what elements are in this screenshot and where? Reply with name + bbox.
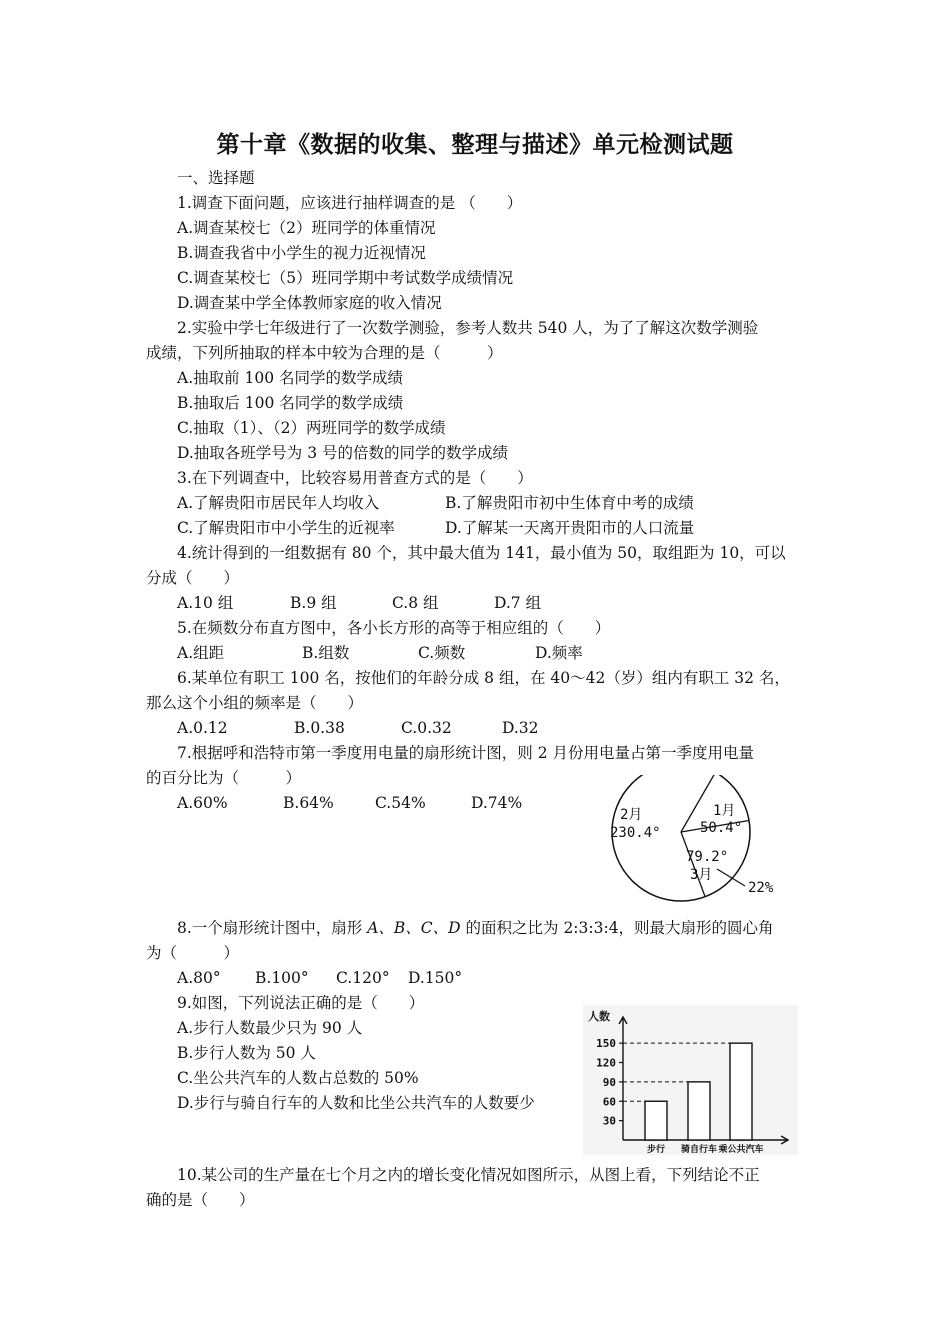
pie-annotation-line — [717, 869, 745, 886]
q8-stem-line2: 为（ ） — [146, 944, 240, 962]
q6-option-d: D.32 — [502, 719, 539, 737]
bar-category-label: 步行 — [646, 1145, 666, 1155]
bar — [730, 1043, 752, 1140]
pie-slice-degree-label: 50.4° — [700, 820, 743, 836]
q1-option-c: C.调查某校七（5）班同学期中考试数学成绩情况 — [177, 269, 514, 287]
pie-slice-name: 2月 — [620, 807, 643, 823]
q5-option-c: C.频数 — [418, 644, 466, 662]
bar-category-label: 骑自行车 — [680, 1145, 718, 1155]
q8-option-a: A.80° — [177, 969, 221, 987]
bar-y-tick-label: 90 — [602, 1075, 616, 1089]
q2-stem-line1: 2.实验中学七年级进行了一次数学测验，参考人数共 540 人，为了了解这次数学测验 — [177, 319, 759, 337]
q7-stem-line1: 7.根据呼和浩特市第一季度用电量的扇形统计图，则 2 月份用电量占第一季度用电量 — [177, 744, 755, 762]
q3-stem: 3.在下列调查中，比较容易用普查方式的是（ ） — [177, 469, 533, 487]
pie-slice-degree-label: 79.2° — [686, 849, 729, 865]
pie-slice-degree-label: 230.4° — [610, 825, 661, 841]
q8-stem-part1: 8.一个扇形统计图中，扇形 — [177, 919, 368, 937]
q6-stem-line2: 那么这个小组的频率是（ ） — [146, 694, 364, 712]
q7-option-b: B.64% — [283, 794, 334, 812]
q2-option-c: C.抽取（1）、（2）两班同学的数学成绩 — [177, 419, 446, 437]
q4-option-c: C.8 组 — [392, 594, 439, 612]
q3-option-a: A.了解贵阳市居民年人均收入 — [177, 494, 380, 512]
bar — [688, 1082, 710, 1140]
bar-y-tick-label: 120 — [596, 1056, 616, 1070]
bar-chart-ylabel: 人数 — [588, 1010, 610, 1023]
q9-option-d: D.步行与骑自行车的人数和比坐公共汽车的人数要少 — [177, 1094, 535, 1112]
q4-stem-line1: 4.统计得到的一组数据有 80 个，其中最大值为 141，最小值为 50，取组距为 10，可以 — [177, 544, 786, 562]
q8-stem-line1 — [177, 918, 774, 938]
q9-stem: 9.如图，下列说法正确的是（ ） — [177, 994, 425, 1012]
bar-y-tick-label: 150 — [596, 1037, 616, 1051]
q3-option-b: B.了解贵阳市初中生体育中考的成绩 — [445, 494, 694, 512]
q3-option-d: D.了解某一天离开贵阳市的人口流量 — [445, 519, 695, 537]
q4-option-d: D.7 组 — [494, 594, 542, 612]
q6-option-a: A.0.12 — [177, 719, 228, 737]
q9-option-a: A.步行人数最少只为 90 人 — [177, 1019, 363, 1037]
q6-option-c: C.0.32 — [401, 719, 452, 737]
pie-slice-name: 3月 — [690, 867, 713, 883]
section-heading: 一、选择题 — [177, 169, 255, 187]
q4-option-b: B.9 组 — [290, 594, 337, 612]
page-title: 第十章《数据的收集、整理与描述》单元检测试题 — [216, 132, 734, 158]
bar-y-tick-label: 30 — [602, 1114, 616, 1128]
q5-option-a: A.组距 — [177, 644, 225, 662]
q1-option-d: D.调查某中学全体教师家庭的收入情况 — [177, 294, 442, 312]
q5-stem: 5.在频数分布直方图中，各小长方形的高等于相应组的（ ） — [177, 619, 611, 637]
q6-option-b: B.0.38 — [294, 719, 345, 737]
q8-option-c: C.120° — [336, 969, 390, 987]
q2-option-b: B.抽取后 100 名同学的数学成绩 — [177, 394, 404, 412]
q9-option-c: C.坐公共汽车的人数占总数的 50% — [177, 1069, 419, 1087]
q7-option-a: A.60% — [177, 794, 228, 812]
pie-slice-name: 1月 — [713, 803, 736, 819]
pie-annotation-label: 22% — [748, 880, 774, 896]
bar — [645, 1101, 667, 1140]
q2-option-a: A.抽取前 100 名同学的数学成绩 — [177, 369, 404, 387]
q5-option-d: D.频率 — [535, 644, 583, 662]
q7-stem-line2: 的百分比为（ ） — [146, 769, 302, 787]
q3-option-c: C.了解贵阳市中小学生的近视率 — [177, 519, 395, 537]
q4-option-a: A.10 组 — [177, 594, 234, 612]
q8-option-b: B.100° — [255, 969, 309, 987]
q5-option-b: B.组数 — [302, 644, 350, 662]
q10-stem-line1: 10.某公司的生产量在七个月之内的增长变化情况如图所示，从图上看，下列结论不正 — [177, 1166, 760, 1184]
q8-stem-part2: 的面积之比为 2:3:3:4，则最大扇形的圆心角 — [460, 919, 774, 937]
q1-option-b: B.调查我省中小学生的视力近视情况 — [177, 244, 426, 262]
q1-option-a: A.调查某校七（2）班同学的体重情况 — [177, 219, 436, 237]
q2-option-d: D.抽取各班学号为 3 号的倍数的同学的数学成绩 — [177, 444, 509, 462]
q8-stem-variables: A、B、C、D — [367, 919, 461, 937]
q4-stem-line2: 分成（ ） — [146, 569, 240, 587]
q8-option-d: D.150° — [408, 969, 463, 987]
q7-option-d: D.74% — [471, 794, 523, 812]
q7-option-c: C.54% — [375, 794, 426, 812]
q2-stem-line2: 成绩，下列所抽取的样本中较为合理的是（ ） — [146, 344, 503, 362]
q6-stem-line1: 6.某单位有职工 100 名，按他们的年龄分成 8 组，在 40～42（岁）组内有职工 32 名， — [177, 669, 790, 687]
q9-option-b: B.步行人数为 50 人 — [177, 1044, 316, 1062]
q1-stem: 1.调查下面问题，应该进行抽样调查的是 （ ） — [177, 194, 523, 212]
bar-y-tick-label: 60 — [602, 1095, 616, 1109]
bar-category-label: 乘公共汽车 — [718, 1145, 764, 1155]
q10-stem-line2: 确的是（ ） — [146, 1191, 255, 1209]
pie-chart — [600, 775, 800, 905]
bar-chart — [583, 1005, 798, 1155]
